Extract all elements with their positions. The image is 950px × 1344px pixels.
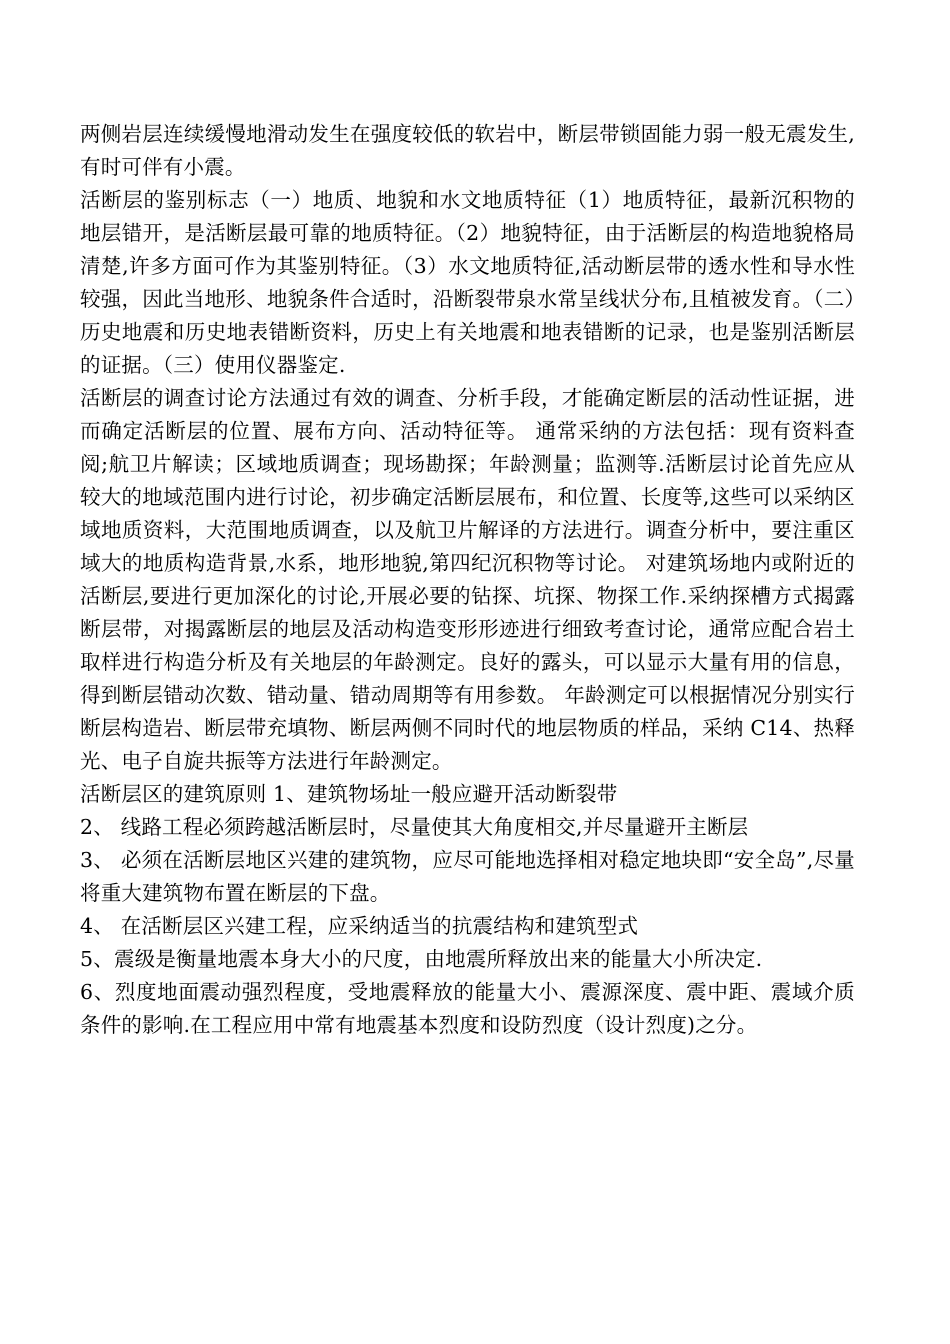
paragraph-construction-principle-1: 活断层区的建筑原则 1、建筑物场址一般应避开活动断裂带 [80,782,618,806]
paragraph-construction-principle-3: 3、 必须在活断层地区兴建的建筑物，应尽可能地选择相对稳定地块即“安全岛”,尽量将重大建筑物布置在断层的下盘。 [80,848,855,905]
paragraph-construction-principle-2: 2、 线路工程必须跨越活断层时，尽量使其大角度相交,并尽量避开主断层 [80,815,749,839]
paragraph-creep-fault: 两侧岩层连续缓慢地滑动发生在强度较低的软岩中，断层带锁固能力弱一般无震发生,有时可伴有小震。 [80,122,855,179]
paragraph-magnitude-definition: 5、震级是衡量地震本身大小的尺度，由地震所释放出来的能量大小所决定. [80,947,763,971]
paragraph-intensity-definition: 6、烈度地面震动强烈程度，受地震释放的能量大小、震源深度、震中距、震域介质条件的影响.在工程应用中常有地震基本烈度和设防烈度（设计烈度)之分。 [80,980,855,1037]
paragraph-identification-marks: 活断层的鉴别标志（一）地质、地貌和水文地质特征（1）地质特征，最新沉积物的地层错开，是活断层最可靠的地质特征。（2）地貌特征，由于活断层的构造地貌格局清楚,许多方面可作为其鉴别特征。（3）水文地质特征,活动断层带的透水性和导水性较强，因此当地形、地貌条件合适时，沿断裂带泉水常呈线状分布,且植被发育。（二）历史地震和历史地表错断资料，历史上有关地震和地表错断的记录，也是鉴别活断层的证据。（三）使用仪器鉴定. [80,188,855,377]
paragraph-construction-principle-4: 4、 在活断层区兴建工程，应采纳适当的抗震结构和建筑型式 [80,914,639,938]
document-page [80,118,855,1042]
paragraph-investigation-methods: 活断层的调查讨论方法通过有效的调查、分析手段，才能确定断层的活动性证据，进而确定活断层的位置、展布方向、活动特征等。 通常采纳的方法包括：现有资料查阅;航卫片解读；区域地质调查；现场勘探；年龄测量；监测等.活断层讨论首先应从较大的地域范围内进行讨论，初步确定活断层展布，和位置、长度等,这些可以采纳区域地质资料，大范围地质调查，以及航卫片解译的方法进行。调查分析中，要注重区域大的地质构造背景,水系，地形地貌,第四纪沉积物等讨论。 对建筑场地内或附近的活断层,要进行更加深化的讨论,开展必要的钻探、坑探、物探工作.采纳探槽方式揭露断层带，对揭露断层的地层及活动构造变形形迹进行细致考查讨论，通常应配合岩土取样进行构造分析及有关地层的年龄测定。良好的露头，可以显示大量有用的信息，得到断层错动次数、错动量、错动周期等有用参数。 年龄测定可以根据情况分别实行断层构造岩、断层带充填物、断层两侧不同时代的地层物质的样品，采纳 C14、热释光、电子自旋共振等方法进行年龄测定。 [80,386,855,773]
